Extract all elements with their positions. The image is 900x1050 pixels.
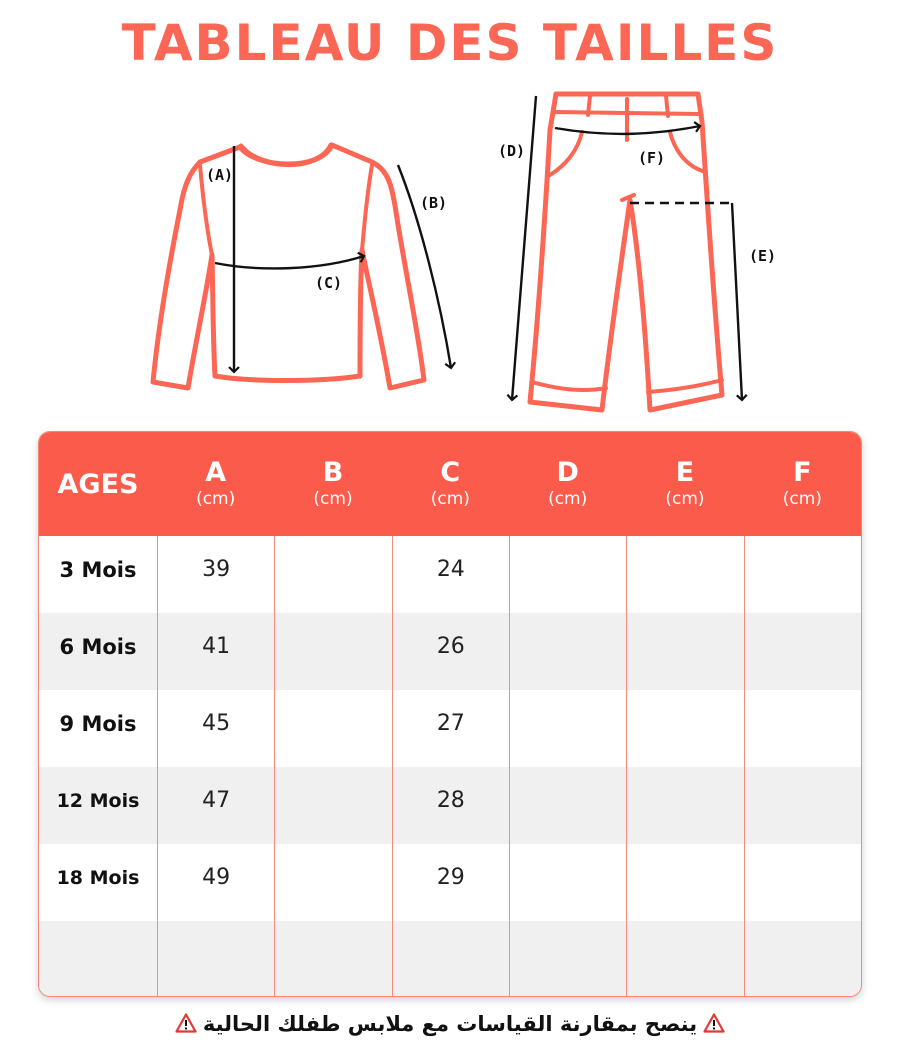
value-cell	[744, 844, 861, 921]
value-cell	[274, 844, 391, 921]
value-cell: 27	[392, 690, 509, 767]
header-ages: AGES	[57, 468, 139, 500]
value-cell	[274, 613, 391, 690]
value-cell: 26	[392, 613, 509, 690]
age-cell: 6 Mois	[59, 634, 137, 659]
age-cell: 9 Mois	[59, 711, 137, 736]
value-cell	[274, 921, 391, 997]
table-row	[39, 921, 861, 997]
value-cell	[274, 690, 391, 767]
size-table	[38, 431, 862, 997]
label-c: (C)	[315, 274, 343, 292]
header-col-b: B (cm)	[313, 457, 353, 509]
value-cell	[509, 690, 626, 767]
table-row	[39, 767, 861, 844]
size-illustration	[0, 0, 900, 420]
value-cell	[509, 844, 626, 921]
value-cell	[509, 767, 626, 844]
age-cell: 3 Mois	[59, 557, 137, 582]
warning-icon	[703, 1013, 725, 1033]
table-header	[39, 432, 861, 536]
value-cell	[626, 690, 743, 767]
value-cell	[626, 767, 743, 844]
value-cell: 24	[392, 536, 509, 613]
value-cell: 28	[392, 767, 509, 844]
value-cell	[392, 921, 509, 997]
table-row	[39, 613, 861, 690]
label-e: (E)	[749, 247, 777, 265]
warning-icon	[175, 1013, 197, 1033]
value-cell	[626, 844, 743, 921]
table-row	[39, 844, 861, 921]
label-b: (B)	[420, 194, 448, 212]
value-cell	[626, 921, 743, 997]
label-d: (D)	[498, 142, 526, 160]
age-cell	[39, 921, 157, 997]
header-col-e: E (cm)	[665, 457, 705, 509]
pants-drawing	[530, 94, 722, 410]
value-cell: 47	[157, 767, 274, 844]
value-cell	[744, 613, 861, 690]
value-cell	[509, 921, 626, 997]
value-cell	[509, 613, 626, 690]
value-cell	[157, 921, 274, 997]
header-col-f: F (cm)	[782, 457, 822, 509]
value-cell	[744, 767, 861, 844]
value-cell: 45	[157, 690, 274, 767]
footer-note	[0, 1012, 900, 1036]
footer-note-text: ينصح بمقارنة القياسات مع ملابس طفلك الحالية	[202, 1012, 698, 1036]
sweater-drawing	[153, 145, 424, 388]
value-cell: 49	[157, 844, 274, 921]
value-cell	[274, 536, 391, 613]
value-cell	[744, 921, 861, 997]
header-col-a: A (cm)	[196, 457, 236, 509]
value-cell: 39	[157, 536, 274, 613]
table-row	[39, 690, 861, 767]
age-cell: 12 Mois	[56, 789, 140, 812]
label-f: (F)	[638, 149, 666, 167]
value-cell	[626, 613, 743, 690]
value-cell: 41	[157, 613, 274, 690]
value-cell	[744, 536, 861, 613]
value-cell	[626, 536, 743, 613]
value-cell	[274, 767, 391, 844]
header-col-c: C (cm)	[430, 457, 470, 509]
value-cell	[744, 690, 861, 767]
header-col-d: D (cm)	[548, 457, 588, 509]
table-row	[39, 536, 861, 613]
label-a: (A)	[206, 166, 234, 184]
value-cell: 29	[392, 844, 509, 921]
age-cell: 18 Mois	[56, 866, 140, 889]
value-cell	[509, 536, 626, 613]
page-title: TABLEAU DES TAILLES	[121, 14, 779, 72]
